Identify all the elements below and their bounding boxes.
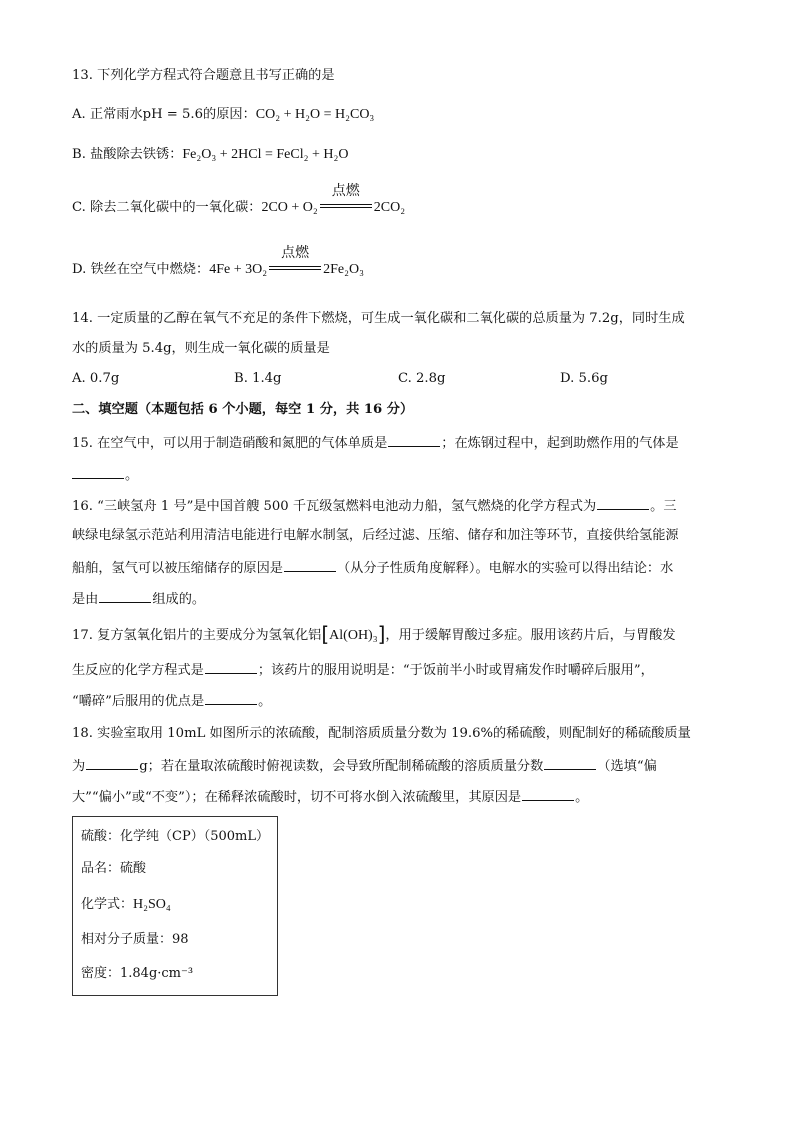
q17-text-e: “嚼碎”后服用的优点是 (72, 694, 205, 709)
label-formula-prefix: 化学式： (81, 897, 134, 912)
q18-text-d: 大”“偏小”或“不变”）；在稀释浓硫酸时，切不可将水倒入浓硫酸里，其原因是 (72, 790, 522, 805)
q13-option-c-left: 2CO + O₂ (261, 200, 318, 215)
answer-blank[interactable] (99, 589, 151, 603)
answer-blank[interactable] (86, 756, 138, 770)
answer-blank[interactable] (388, 433, 440, 447)
q13-option-b-equation: Fe₂O₃ + 2HCl = FeCl₂ + H₂O (182, 147, 349, 162)
q17-line3 (72, 691, 271, 711)
q14-option-a: A. 0.7g (72, 371, 120, 386)
q17-text-c: 生反应的化学方程式是 (72, 663, 204, 678)
q13-option-b (72, 146, 349, 164)
q14-stem-line2: 水的质量为 5.4g，则生成一氧化碳的质量是 (72, 341, 330, 356)
label-formula (81, 893, 171, 913)
q17-text-b: ，用于缓解胃酸过多症。服用该药片后，与胃酸发 (385, 628, 676, 643)
q15-text-end: 。 (125, 468, 139, 483)
q18-line1: 18. 实验室取用 10mL 如图所示的浓硫酸，配制溶质质量分数为 19.6%的稀硫酸，则配制好的稀硫酸质量 (72, 726, 691, 741)
q14-stem-line1: 14. 一定质量的乙醇在氧气不充足的条件下燃烧，可生成一氧化碳和二氧化碳的总质量为 7.2g，同时生成 (72, 311, 685, 326)
q15-line1 (72, 433, 679, 453)
label-formula-value: H₂SO₄ (133, 897, 171, 912)
q16-text-d: （从分子性质角度解释）。电解水的实验可以得出结论：水 (337, 561, 674, 576)
answer-blank[interactable] (544, 756, 596, 770)
q17-text-d: ；该药片的服用说明是：“于饭前半小时或胃痛发作时嚼碎后服用”， (257, 663, 654, 678)
q13-option-c (72, 183, 406, 217)
reaction-condition-arrow (320, 183, 372, 211)
left-bracket-icon: [ (321, 622, 330, 646)
q13-stem: 13. 下列化学方程式符合题意且书写正确的是 (72, 68, 335, 83)
q13-option-b-prefix: B. 盐酸除去铁锈： (72, 147, 183, 162)
q17-text-f: 。 (258, 694, 272, 709)
q14-option-c: C. 2.8g (398, 371, 446, 386)
label-molecular-mass: 相对分子质量：98 (81, 932, 189, 947)
q17-line2 (72, 660, 654, 680)
label-title: 硫酸：化学纯（CP）（500mL） (81, 829, 269, 844)
double-bar-icon (269, 266, 321, 270)
q16-line3 (72, 558, 673, 578)
q13-option-a-prefix: A. 正常雨水pH = 5.6的原因： (72, 107, 256, 122)
q13-option-d-left: 4Fe + 3O₂ (209, 262, 268, 277)
q16-text-f: 组成的。 (152, 592, 206, 607)
q18-line2 (72, 756, 657, 776)
q13-option-c-prefix: C. 除去二氧化碳中的一氧化碳： (72, 200, 262, 215)
condition-label: 点燃 (331, 183, 360, 199)
q18-text-a: 为 (72, 759, 86, 774)
q17-formula: Al(OH)₃ (329, 628, 378, 643)
label-density: 密度：1.84g·cm⁻³ (81, 966, 194, 981)
q15-text-b: ；在炼钢过程中，起到助燃作用的气体是 (441, 436, 679, 451)
right-bracket-icon: ] (377, 622, 386, 646)
q13-option-c-right: 2CO₂ (373, 200, 406, 215)
q16-text-a: 16. “三峡氢舟 1 号”是中国首艘 500 千瓦级氢燃料电池动力船，氢气燃烧的化学方程式为 (72, 499, 597, 514)
q13-option-a-equation: CO₂ + H₂O = H₂CO₃ (255, 107, 375, 122)
q14-options (72, 370, 722, 388)
condition-label: 点燃 (281, 245, 310, 261)
q16-text-e: 是由 (72, 592, 99, 607)
q16-line4 (72, 589, 205, 609)
label-name: 品名：硫酸 (81, 861, 147, 876)
q14-option-d: D. 5.6g (560, 371, 608, 386)
answer-blank[interactable] (597, 496, 649, 510)
q18-line3 (72, 787, 588, 807)
q13-option-d-right: 2Fe₂O₃ (323, 262, 364, 277)
q18-text-c: （选填“偏 (597, 759, 657, 774)
q17-text-a: 17. 复方氢氧化铝片的主要成分为氢氧化铝 (72, 628, 322, 643)
q13-option-d (72, 245, 364, 279)
q16-text-c: 船舶，氢气可以被压缩储存的原因是 (72, 561, 283, 576)
q13-option-d-prefix: D. 铁丝在空气中燃烧： (72, 262, 210, 277)
q13-option-a (72, 106, 374, 124)
q16-line1 (72, 496, 677, 516)
q16-line2: 峡绿电绿氢示范站利用清洁电能进行电解水制氢，后经过滤、压缩、储存和加注等环节，直接供给氢能源 (72, 528, 679, 543)
q17-line1 (72, 622, 676, 646)
reagent-label-box (72, 816, 278, 996)
q16-text-b: 。三 (650, 499, 677, 514)
answer-blank[interactable] (72, 465, 124, 479)
reaction-condition-arrow (269, 245, 321, 273)
answer-blank[interactable] (284, 558, 336, 572)
q14-option-b: B. 1.4g (234, 371, 282, 386)
double-bar-icon (320, 204, 372, 208)
q15-line2 (72, 465, 138, 485)
q18-text-e: 。 (575, 790, 589, 805)
q15-text-a: 15. 在空气中，可以用于制造硝酸和氮肥的气体单质是 (72, 436, 388, 451)
answer-blank[interactable] (205, 660, 257, 674)
answer-blank[interactable] (522, 787, 574, 801)
q18-text-b: g；若在量取浓硫酸时俯视读数，会导致所配制稀硫酸的溶质质量分数 (139, 759, 544, 774)
answer-blank[interactable] (205, 691, 257, 705)
section-title: 二、填空题（本题包括 6 个小题，每空 1 分，共 16 分） (72, 402, 414, 417)
